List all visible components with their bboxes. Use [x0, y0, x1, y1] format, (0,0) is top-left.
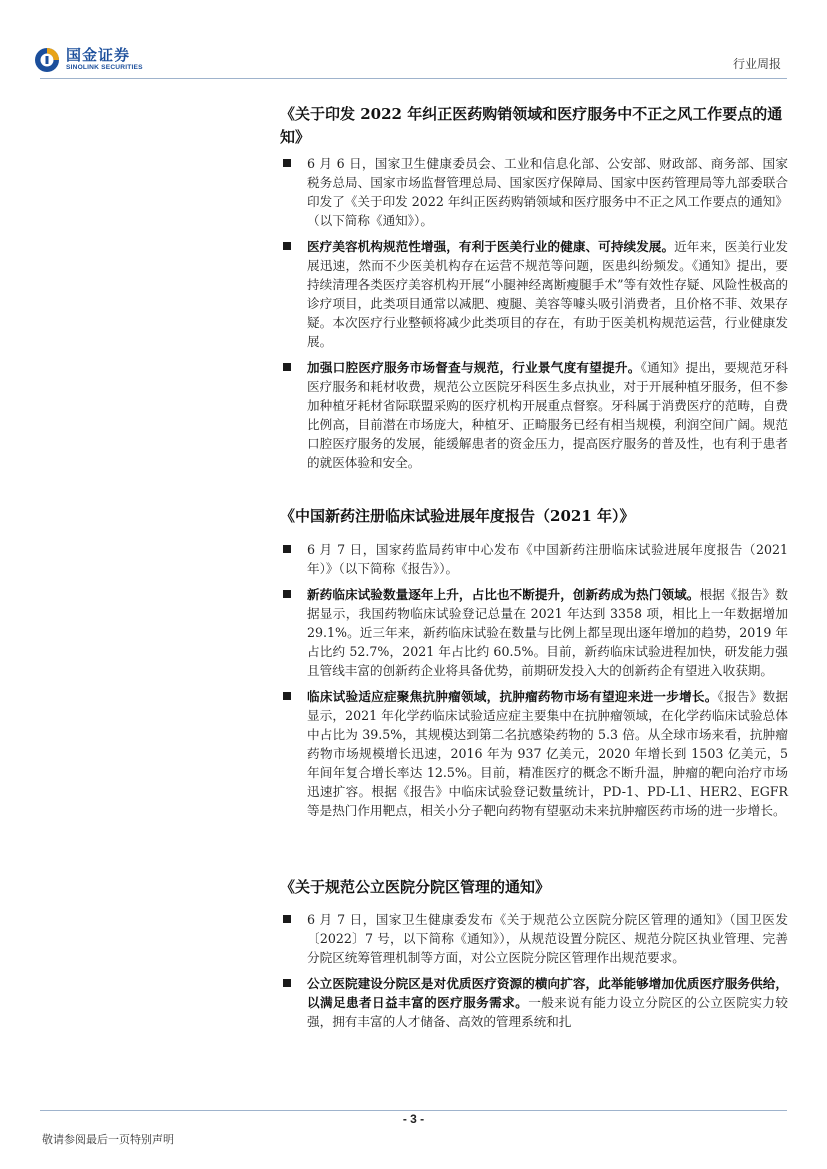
bullet-item: [280, 974, 788, 1031]
bullet-square-icon: [283, 545, 291, 553]
bullet-square-icon: [283, 692, 291, 700]
bullet-text: 一般来说有能力设立分院区的公立医院实力较强，拥有丰富的人才储备、高效的管理系统和扎: [307, 995, 789, 1029]
bullet-lead: 公立医院建设分院区是对优质医疗资源的横向扩容，此举能够增加优质医疗服务供给，以满足患者日益丰富的医疗服务需求。: [307, 976, 788, 1010]
bullet-item: [280, 237, 788, 351]
section-bullet-list: [280, 540, 788, 827]
bullet-text: 近年来，医美行业发展迅速，然而不少医美机构存在运营不规范等问题，医患纠纷频发。《通知》提出，要持续清理各类医疗美容机构开展“小腿神经离断瘦腿手术”等有效性存疑、风险性极高的诊疗项目，此类项目通常以减肥、瘦腿、美容等噱头吸引消费者，且价格不菲、效果存疑。本次医疗行业整顿将减少此类项目的存在，有助于医美机构规范运营，行业健康发展。: [307, 239, 789, 349]
bullet-text: 6 月 7 日，国家卫生健康委发布《关于规范公立医院分院区管理的通知》（国卫医发〔2022〕7 号，以下简称《通知》），从规范设置分院区、规范分院区执业管理、完善分院区统筹管理机制等方面，对公立医院分院区管理作出规范要求。: [307, 912, 788, 965]
bullet-square-icon: [283, 159, 291, 167]
bullet-square-icon: [283, 590, 291, 598]
bullet-text: 《通知》提出，要规范牙科医疗服务和耗材收费，规范公立医院牙科医生多点执业，对于开展种植牙服务，但不参加种植牙耗材省际联盟采购的医疗机构开展重点督察。牙科属于消费医疗的范畴，自费比例高，目前潜在市场庞大，种植牙、正畸服务已经有相当规模，利润空间广阔。规范口腔医疗服务的发展，能缓解患者的资金压力，提高医疗服务的普及性，也有利于患者的就医体验和安全。: [307, 360, 789, 470]
header-divider: [40, 78, 787, 79]
section-bullet-list: [280, 910, 788, 1038]
bullet-lead: 临床试验适应症聚焦抗肿瘤领域，抗肿瘤药物市场有望迎来进一步增长。: [307, 689, 718, 704]
company-logo: [34, 47, 143, 73]
section-title: 《关于规范公立医院分院区管理的通知》: [280, 878, 551, 896]
bullet-lead: 新药临床试验数量逐年上升，占比也不断提升，创新药成为热门领域。: [307, 587, 700, 602]
bullet-square-icon: [283, 915, 291, 923]
report-type-label: 行业周报: [732, 57, 781, 71]
bullet-square-icon: [283, 242, 291, 250]
logo-cn-text: 国金证券: [66, 46, 131, 65]
bullet-text: 6 月 6 日，国家卫生健康委员会、工业和信息化部、公安部、财政部、商务部、国家税务总局、国家市场监督管理总局、国家医疗保障局、国家中医药管理局等九部委联合印发了《关于印发 2022 年纠正医药购销领域和医疗服务中不正之风工作要点的通知》（以下简称《通知》）。: [307, 156, 788, 228]
footer-divider: [40, 1110, 787, 1111]
logo-en-text: SINOLINK SECURITIES: [66, 64, 143, 72]
page-header: [0, 0, 827, 84]
bullet-item: [280, 358, 788, 472]
bullet-square-icon: [283, 979, 291, 987]
section-title: 《中国新药注册临床试验进展年度报告（2021 年）》: [280, 507, 635, 525]
bullet-lead: 医疗美容机构规范性增强，有利于医美行业的健康、可持续发展。: [307, 239, 675, 254]
bullet-item: [280, 687, 788, 820]
bullet-text: 根据《报告》数据显示，我国药物临床试验登记总量在 2021 年达到 3358 项，相比上一年数据增加 29.1%。近三年来，新药临床试验在数量与比例上都呈现出逐年增加的趋势，2019 年占比约 52.7%，2021 年占比约 60.5%。目前，新药临床试验进程加快，研发能力强且管线丰富的创新药企业将具备优势，前期研发投入大的创新药企有望进入收获期。: [307, 587, 789, 678]
bullet-square-icon: [283, 363, 291, 371]
bullet-item: [280, 154, 788, 230]
bullet-item: [280, 585, 788, 680]
logo-icon: [34, 47, 60, 73]
bullet-item: [280, 540, 788, 578]
footer-disclaimer: 敬请参阅最后一页特别声明: [42, 1133, 174, 1146]
section-title: 《关于印发 2022 年纠正医药购销领域和医疗服务中不正之风工作要点的通知》: [280, 105, 783, 146]
section-bullet-list: [280, 154, 788, 479]
bullet-item: [280, 910, 788, 967]
page-number: - 3 -: [402, 1112, 425, 1126]
bullet-text: 6 月 7 日，国家药监局药审中心发布《中国新药注册临床试验进展年度报告（2021 年）》（以下简称《报告》）。: [307, 542, 788, 576]
bullet-text: 《报告》数据显示，2021 年化学药临床试验适应症主要集中在抗肿瘤领域，在化学药临床试验总体中占比为 39.5%，其规模达到第二名抗感染药物的 5.3 倍。从全球市场来看，抗肿瘤药物市场规模增长迅速，2016 年为 937 亿美元，2020 年增长到 1503 亿美元，5 年间年复合增长率达 12.5%。目前，精准医疗的概念不断升温，肿瘤的靶向治疗市场迅速扩容。根据《报告》中临床试验登记数量统计，PD-1、PD-L1、HER2、EGFR 等是热门作用靶点，相关小分子靶向药物有望驱动未来抗肿瘤医药市场的进一步增长。: [307, 689, 789, 818]
bullet-lead: 加强口腔医疗服务市场督查与规范，行业景气度有望提升。: [307, 360, 641, 375]
